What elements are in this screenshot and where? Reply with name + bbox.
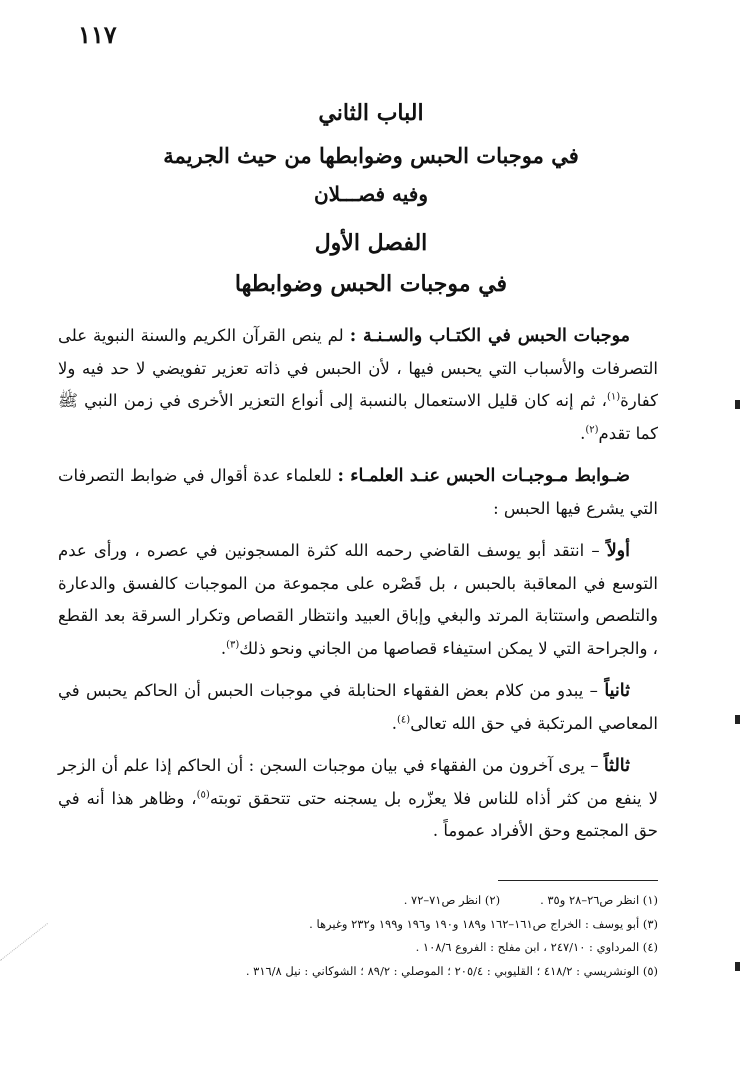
footnote-2: (٢) انظر ص٧١–٧٢ . — [403, 893, 501, 907]
paragraph-text: – انتقد أبو يوسف القاضي رحمه الله كثرة المسجونين في عصره ، ورأى عدم التوسع في المعاقبة بالحبس ، بل قَصْره على مجموعة من الموجبات كالفسق والدعارة والتلصص واستتابة المرتد والبغي وإباق العبيد وانتظار القصاص وتكرار السرقة بعد القطع ، والجراحة التي لا يمكن استيفاء قصاصها من الجاني ونحو ذلك — [58, 541, 658, 658]
footnote-ref: (٤) — [397, 714, 411, 725]
paragraph-lead: أولاً — [606, 541, 630, 561]
paragraph-book-sunnah — [58, 320, 658, 450]
footnote-5: (٥) الونشريسي : ٤١٨/٢ ؛ القليوبي : ٢٠٥/٤ ؛ الموصلي : ٨٩/٢ ؛ الشوكاني : نيل ٣١٦/٨ . — [245, 963, 658, 978]
paragraph-text: لم ينص القرآن الكريم والسنة النبوية على التصرفات والأسباب التي يحبس فيها ، لأن الحبس في ذاته تعزير تفويضي لا حد فيه ولا كفارة — [58, 326, 658, 410]
chapter-subject: في موجبات الحبس وضوابطها من حيث الجريمة — [163, 143, 579, 168]
paragraph-text: . — [580, 423, 586, 443]
footnote-3: (٣) أبو يوسف : الخراج ص١٦١–١٦٢ و١٨٩ و١٩٠ و١٩٦ و١٩٩ و٢٣٢ وغيرها . — [309, 916, 658, 931]
paragraph-first — [58, 535, 658, 665]
chapter-title: الباب الثاني — [318, 100, 424, 126]
body-text — [58, 320, 658, 858]
paragraph-text: ، ثم إنه كان قليل الاستعمال بالنسبة إلى أنواع التعزير الأخرى في زمن النبي ﷺ كما تقدم — [58, 391, 658, 443]
paragraph-second — [58, 675, 658, 740]
paragraph-text: للعلماء عدة أقوال في ضوابط التصرفات التي يشرع فيها الحبس : — [58, 466, 658, 518]
footnote-ref: (٣) — [226, 639, 240, 650]
chapter-sections: وفيه فصـــلان — [313, 182, 429, 206]
paragraph-lead: ثانياً — [604, 681, 630, 701]
paragraph-text: . — [391, 713, 398, 733]
footnote-row — [58, 889, 658, 913]
paragraph-third — [58, 750, 658, 848]
footnotes — [58, 889, 658, 983]
paragraph-text: ، وظاهر هذا أنه في حق المجتمع وحق الأفراد عموماً . — [58, 788, 658, 840]
footnote-separator — [498, 880, 658, 881]
margin-mark — [735, 715, 740, 724]
paragraph-lead: ثالثاً — [603, 756, 630, 776]
page-number: ١١٧ — [78, 20, 117, 49]
paragraph-text: – يبدو من كلام بعض الفقهاء الحنابلة في موجبات الحبس أن الحاكم يحبس في المعاصي المرتكبة في حق الله تعالى — [58, 681, 658, 733]
paragraph-scholars-criteria — [58, 460, 658, 525]
footnote-ref: (٢) — [585, 424, 599, 435]
section-title: الفصل الأول — [314, 230, 428, 256]
margin-mark — [735, 400, 740, 409]
paragraph-text: . — [220, 638, 227, 658]
footnote-ref: (١) — [606, 391, 621, 403]
paragraph-lead: موجبات الحبس في الكتـاب والسـنـة : — [349, 326, 630, 346]
margin-mark — [735, 962, 740, 971]
paragraph-lead: ضـوابط مـوجبـات الحبس عنـد العلمـاء : — [337, 466, 630, 486]
paragraph-text: – يرى آخرون من الفقهاء في بيان موجبات السجن : أن الحاكم إذا علم أن الزجر لا ينفع من كثر أذاه للناس فلا يعزّره بل يسجنه حتى تتحقق توبته — [58, 756, 658, 808]
section-subject: في موجبات الحبس وضوابطها — [234, 271, 508, 297]
footnote-ref: (٥) — [196, 789, 210, 800]
footnote-4: (٤) المرداوي : ٢٤٧/١٠ ، ابن مفلح : الفروع ١٠٨/٦ . — [415, 940, 658, 954]
footnote-1: (١) انظر ص٢٦–٢٨ و٣٥ . — [540, 893, 658, 907]
